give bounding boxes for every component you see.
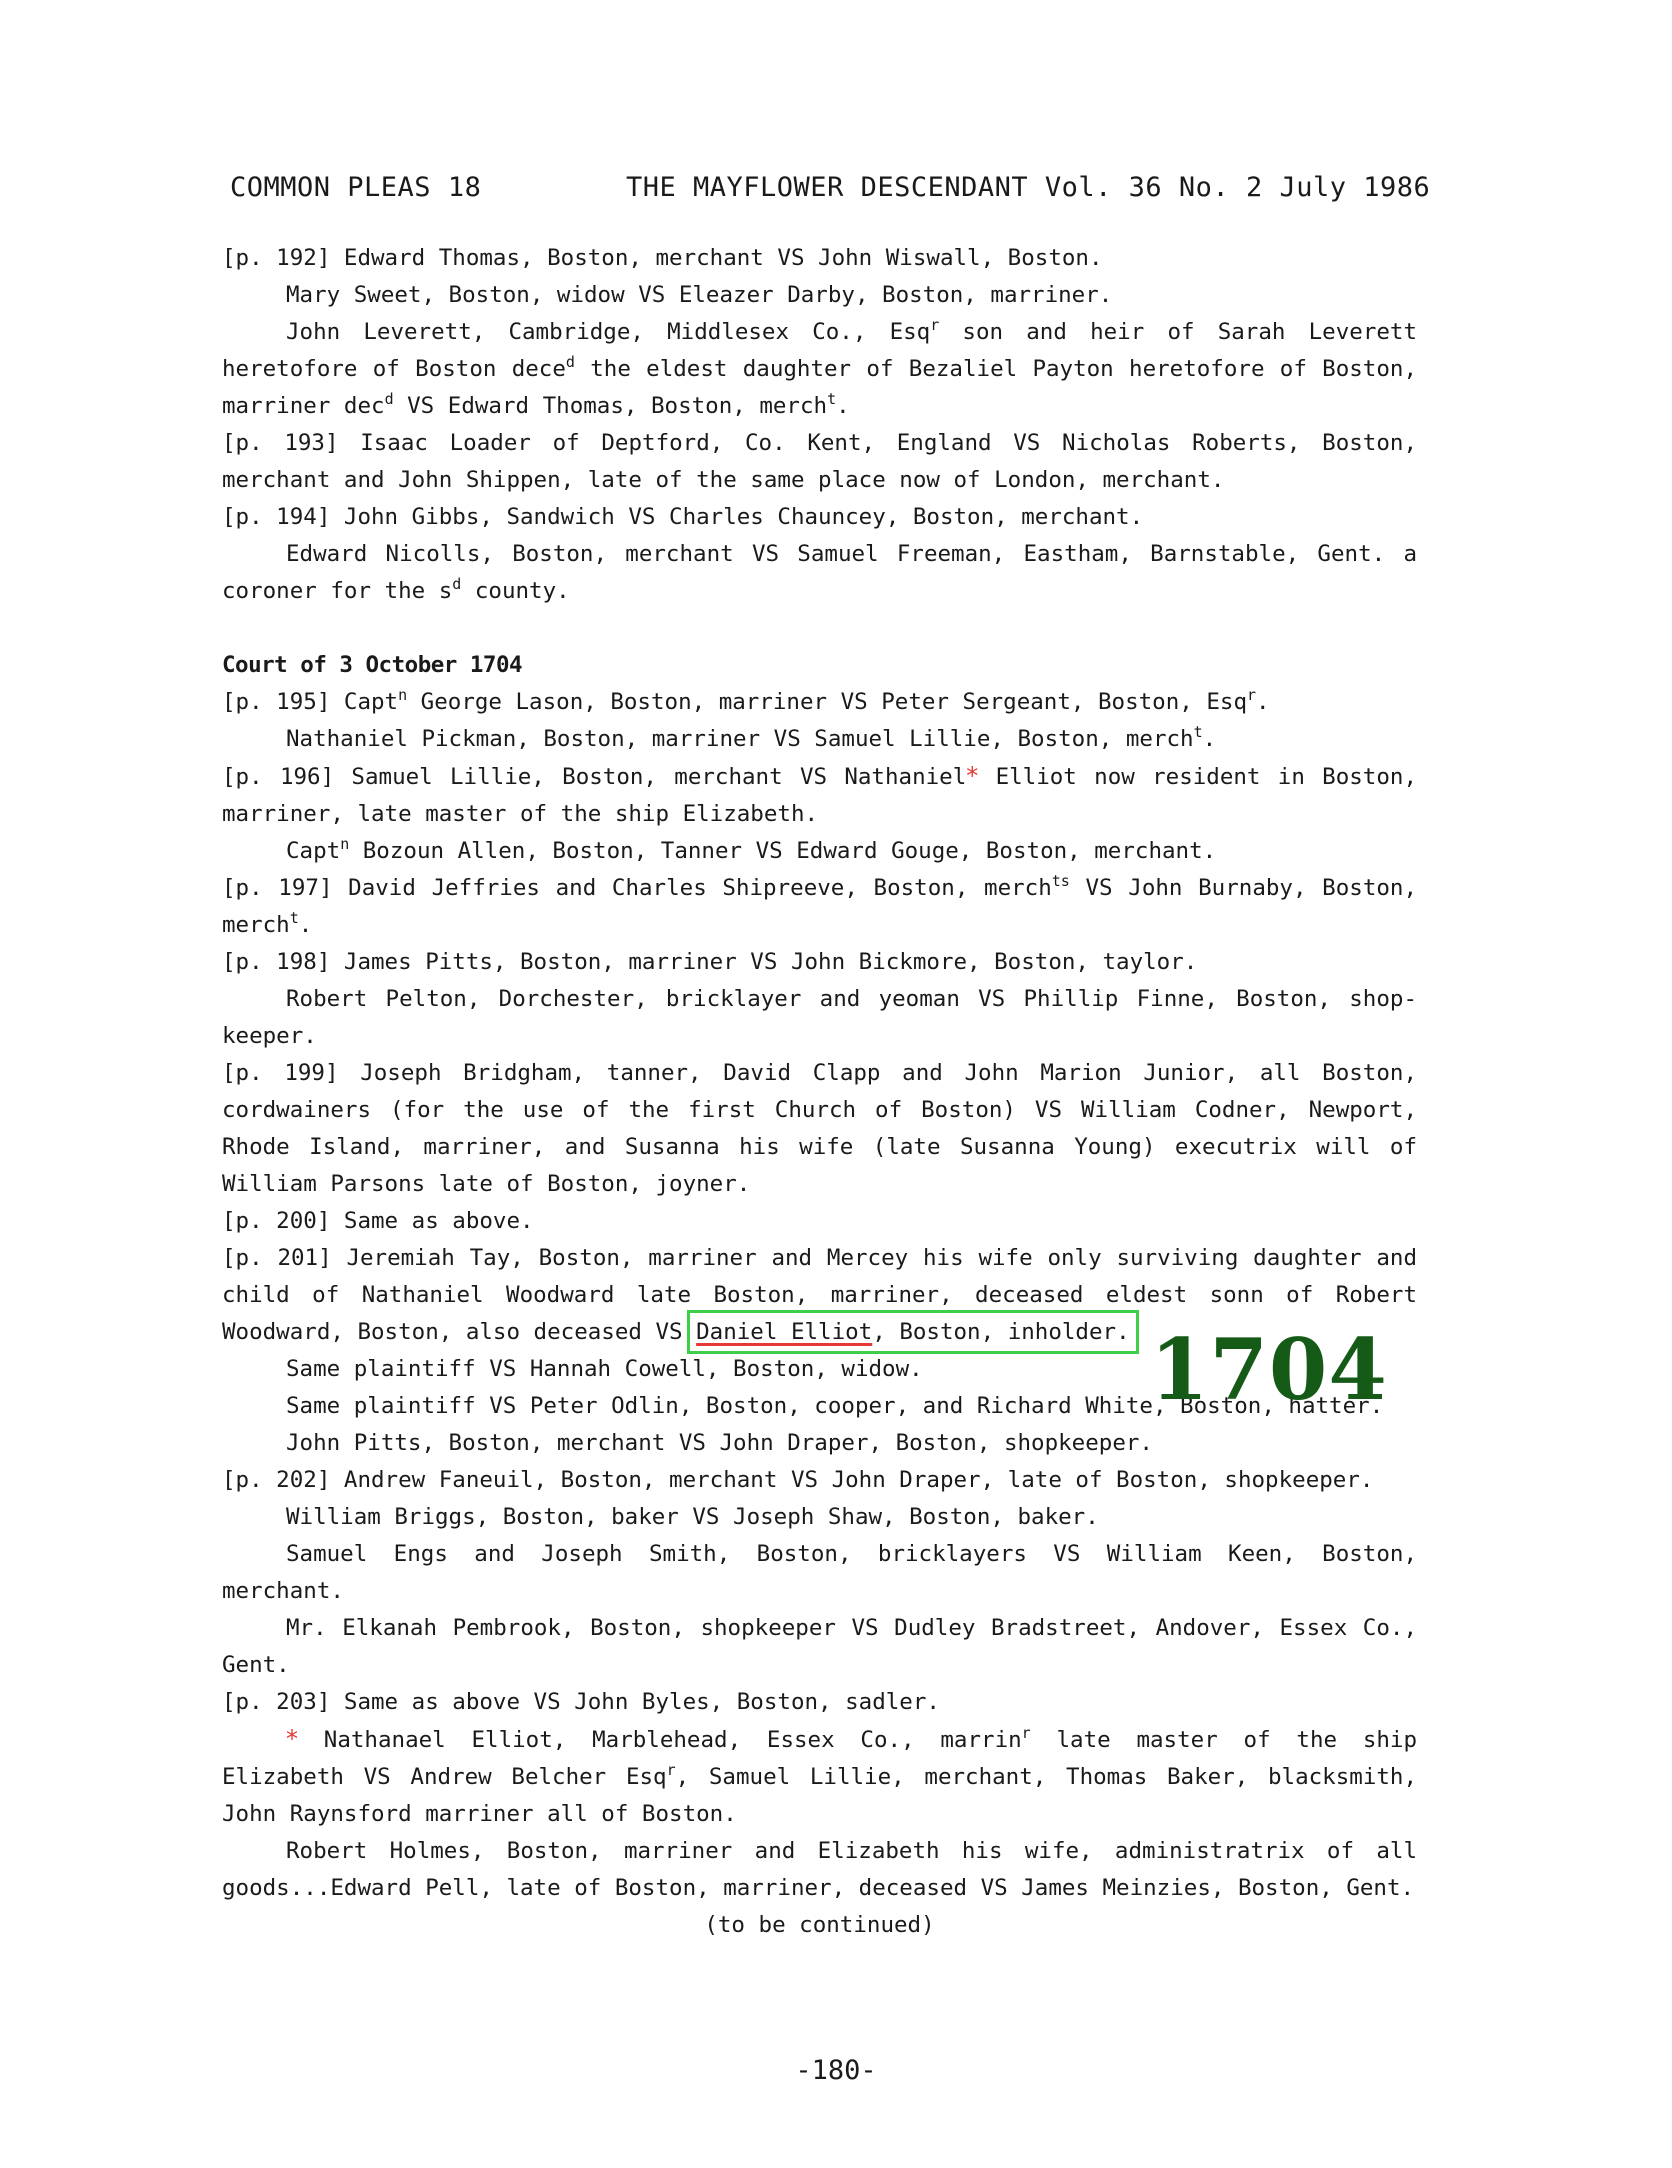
entry-cowell: Same plaintiff VS Hannah Cowell, Boston, widow. (286, 1356, 923, 1382)
continued-note: (to be continued) (704, 1912, 935, 1938)
header-section: COMMON PLEAS 18 (230, 172, 482, 203)
entry-briggs: William Briggs, Boston, baker VS Joseph Shaw, Boston, baker. (286, 1504, 1099, 1530)
entry-p194: [p. 194] John Gibbs, Sandwich VS Charles Chauncey, Boston, merchant. (222, 504, 1144, 530)
entry-pickman: Nathaniel Pickman, Boston, marriner VS Samuel Lillie, Boston, merch$^t$. (286, 723, 1217, 752)
document-body (222, 240, 1417, 1944)
entry-sweet: Mary Sweet, Boston, widow VS Eleazer Darby, Boston, marriner. (286, 282, 1113, 308)
entry-allen: Capt$^n$ Bozoun Allen, Boston, Tanner VS Edward Gouge, Boston, merchant. (286, 835, 1217, 864)
entry-p203: [p. 203] Same as above VS John Byles, Boston, sadler. (222, 1689, 940, 1715)
court-heading: Court of 3 October 1704 (222, 652, 523, 678)
year-annotation: 1704 (1150, 1320, 1388, 1419)
entry-p195: [p. 195] Capt$^n$ George Lason, Boston, marriner VS Peter Sergeant, Boston, Esq$^r$. (222, 686, 1270, 715)
entry-pelton: Robert Pelton, Dorchester, bricklayer and yeoman VS Phillip Finne, Boston, shop-keeper. (222, 986, 1417, 1049)
red-star-icon: * (966, 762, 979, 790)
entry-p197: [p. 197] David Jeffries and Charles Shipreeve, Boston, merch$^{ts}$ VS John Burnaby, Boston, merch$^t$. (222, 872, 1417, 938)
entry-holmes: Robert Holmes, Boston, marriner and Elizabeth his wife, administratrix of all goods...Edward Pell, late of Boston, marriner, deceased VS James Meinzies, Boston, Gent. (222, 1838, 1417, 1901)
entry-leverett: John Leverett, Cambridge, Middlesex Co., Esq$^r$ son and heir of Sarah Leverett heretofore of Boston dece$^d$ the eldest daughter of Bezaliel Payton heretofore of Boston, marriner dec$^d$ VS Edward Thomas, Boston, merch$^t$. (222, 316, 1417, 419)
underlined-name: Daniel Elliot (696, 1319, 873, 1345)
red-star-icon: * (286, 1725, 298, 1753)
entry-pembrook: Mr. Elkanah Pembrook, Boston, shopkeeper VS Dudley Bradstreet, Andover, Essex Co., Gent. (222, 1615, 1417, 1678)
entry-nicolls: Edward Nicolls, Boston, merchant VS Samuel Freeman, Eastham, Barnstable, Gent. a coroner for the $s^d$ county. (222, 541, 1417, 604)
entry-p200: [p. 200] Same as above. (222, 1208, 534, 1234)
entry-p193: [p. 193] Isaac Loader of Deptford, Co. Kent, England VS Nicholas Roberts, Boston, merchant and John Shippen, late of the same place now of London, merchant. (222, 430, 1417, 493)
header-journal: THE MAYFLOWER DESCENDANT Vol. 36 No. 2 July 1986 (626, 172, 1431, 203)
entry-pitts: John Pitts, Boston, merchant VS John Draper, Boston, shopkeeper. (286, 1430, 1153, 1456)
entry-engs: Samuel Engs and Joseph Smith, Boston, bricklayers VS William Keen, Boston, merchant. (222, 1541, 1417, 1604)
entry-p192: [p. 192] Edward Thomas, Boston, merchant VS John Wiswall, Boston. (222, 245, 1103, 271)
entry-p199: [p. 199] Joseph Bridgham, tanner, David Clapp and John Marion Junior, all Boston, cordwainers (for the use of the first Church of Boston) VS William Codner, Newport, Rhode Island, marriner, and Susanna his wife (late Susanna Young) executrix will of William Parsons late of Boston, joyner. (222, 1060, 1417, 1197)
entry-p198: [p. 198] James Pitts, Boston, marriner VS John Bickmore, Boston, taylor. (222, 949, 1198, 975)
entry-p196: [p. 196] Samuel Lillie, Boston, merchant VS Nathaniel* Elliot now resident in Boston, marriner, late master of the ship Elizabeth. (222, 762, 1417, 827)
page-number: -180- (795, 2055, 877, 2086)
entry-p202: [p. 202] Andrew Faneuil, Boston, merchant VS John Draper, late of Boston, shopkeeper. (222, 1467, 1374, 1493)
entry-elliot: * Nathanael Elliot, Marblehead, Essex Co., marrin$^r$ late master of the ship Elizabeth VS Andrew Belcher Esq$^r$, Samuel Lillie, merchant, Thomas Baker, blacksmith, John Raynsford marriner all of Boston. (222, 1724, 1418, 1827)
entry-p201: [p. 201] Jeremiah Tay, Boston, marriner and Mercey his wife only surviving daughter and child of Nathaniel Woodward late Boston, marriner, deceased eldest sonn of Robert Woodward, Boston, also deceased VS Daniel Elliot, Boston, inholder. (222, 1245, 1417, 1345)
entry-odlin: Same plaintiff VS Peter Odlin, Boston, cooper, and Richard White, Boston, hatter. (286, 1393, 1384, 1419)
highlighted-defendant: Daniel Elliot, Boston, inholder. (696, 1319, 1130, 1345)
